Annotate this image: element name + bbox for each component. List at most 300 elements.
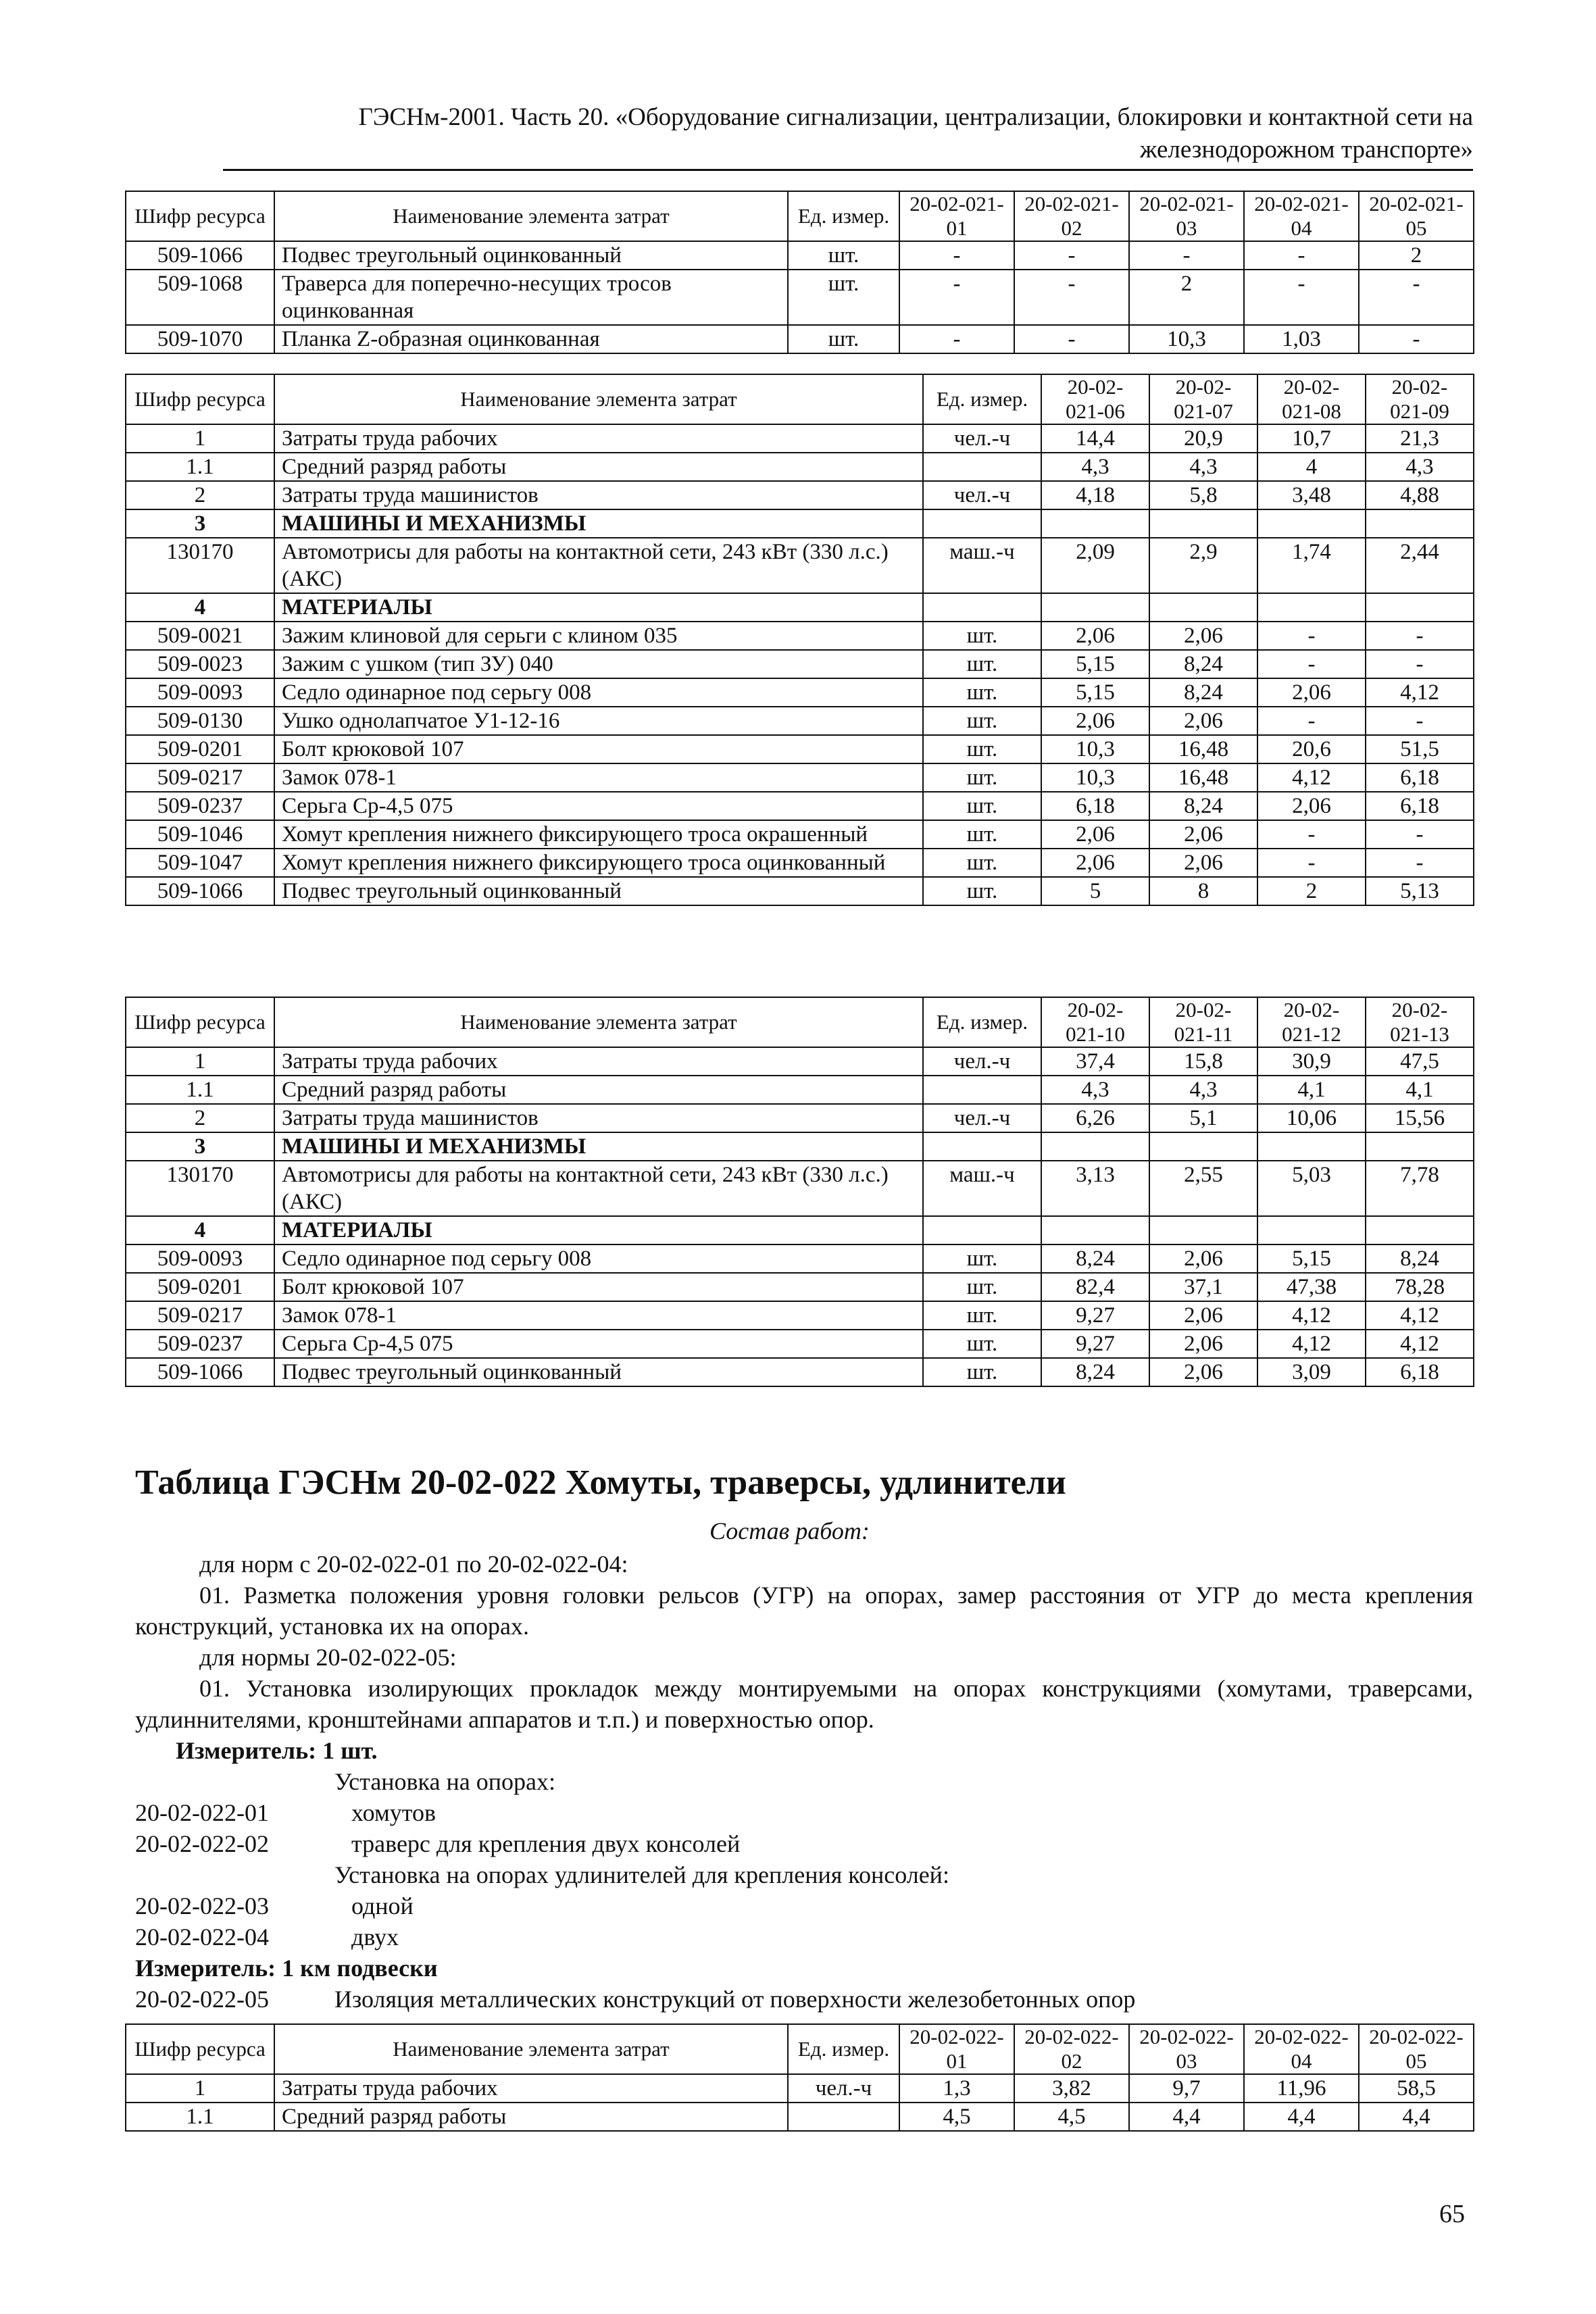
resource-unit: шт. bbox=[923, 1330, 1041, 1358]
table-row bbox=[126, 424, 1474, 453]
norm-value: 4,1 bbox=[1366, 1076, 1474, 1104]
resource-code: 509-0021 bbox=[126, 622, 274, 650]
resource-code: 1 bbox=[126, 1047, 274, 1076]
norm-value: 5,15 bbox=[1041, 678, 1149, 707]
table-row bbox=[126, 622, 1474, 650]
col-header-norm: 20-02-022-03 bbox=[1129, 2024, 1244, 2074]
resource-code: 2 bbox=[126, 1104, 274, 1132]
resource-code: 509-0237 bbox=[126, 792, 274, 820]
norm-value: 4,3 bbox=[1041, 453, 1149, 481]
norm-value: 3,13 bbox=[1041, 1161, 1149, 1216]
norm-value bbox=[1366, 1216, 1474, 1244]
resource-unit: шт. bbox=[923, 763, 1041, 792]
resource-unit bbox=[923, 1216, 1041, 1244]
running-header-line2: железнодорожном транспорте» bbox=[223, 134, 1473, 171]
table-row bbox=[126, 1047, 1474, 1076]
norm-value: - bbox=[1014, 270, 1129, 325]
norm-description: двух bbox=[351, 1923, 399, 1951]
norm-value: 4,12 bbox=[1366, 678, 1474, 707]
norm-value: 4,12 bbox=[1257, 1301, 1366, 1330]
norm-value: - bbox=[1257, 849, 1366, 877]
col-header-norm: 20-02-022-02 bbox=[1014, 2024, 1129, 2074]
resource-code: 1 bbox=[126, 2074, 274, 2103]
norm-value: 14,4 bbox=[1041, 424, 1149, 453]
resource-unit: шт. bbox=[923, 735, 1041, 763]
norm-value: 2,9 bbox=[1149, 538, 1257, 593]
resource-unit: шт. bbox=[923, 650, 1041, 678]
col-header-name: Наименование элемента затрат bbox=[274, 997, 923, 1047]
norm-value: 8,24 bbox=[1149, 678, 1257, 707]
norm-value: 8,24 bbox=[1366, 1244, 1474, 1273]
col-header-norm: 20-02-021-09 bbox=[1366, 374, 1474, 424]
resource-name: Затраты труда рабочих bbox=[274, 424, 923, 453]
col-header-norm: 20-02-021-02 bbox=[1014, 191, 1129, 241]
norm-value: - bbox=[1359, 270, 1474, 325]
norm-value: 5,15 bbox=[1257, 1244, 1366, 1273]
norm-value: 3,82 bbox=[1014, 2074, 1129, 2103]
resource-name: Затраты труда рабочих bbox=[274, 1047, 923, 1076]
resource-code: 509-0093 bbox=[126, 678, 274, 707]
norm-value: 2,06 bbox=[1149, 1358, 1257, 1386]
resource-name: МАШИНЫ И МЕХАНИЗМЫ bbox=[274, 509, 923, 538]
norm-value: 6,18 bbox=[1366, 1358, 1474, 1386]
resource-unit: шт. bbox=[788, 241, 899, 270]
norm-value: 20,9 bbox=[1149, 424, 1257, 453]
table-row bbox=[126, 1161, 1474, 1216]
resource-name: Болт крюковой 107 bbox=[274, 735, 923, 763]
resource-name: Средний разряд работы bbox=[274, 2103, 788, 2131]
resource-unit: шт. bbox=[923, 1244, 1041, 1273]
norm-value bbox=[1041, 509, 1149, 538]
norm-value: 10,3 bbox=[1041, 763, 1149, 792]
col-header-unit: Ед. измер. bbox=[923, 997, 1041, 1047]
norm-value: 7,78 bbox=[1366, 1161, 1474, 1216]
table-row bbox=[126, 678, 1474, 707]
running-header bbox=[223, 101, 1473, 171]
table-row bbox=[126, 877, 1474, 905]
col-header-norm: 20-02-021-03 bbox=[1129, 191, 1244, 241]
resource-name: Замок 078-1 bbox=[274, 1301, 923, 1330]
norm-value: 8,24 bbox=[1041, 1358, 1149, 1386]
norm-value: 21,3 bbox=[1366, 424, 1474, 453]
table-header-row bbox=[126, 2024, 1474, 2074]
norm-value: 2,06 bbox=[1149, 1330, 1257, 1358]
norm-value: 9,27 bbox=[1041, 1301, 1149, 1330]
norm-value bbox=[1149, 593, 1257, 622]
norm-value: 37,4 bbox=[1041, 1047, 1149, 1076]
norm-value: 30,9 bbox=[1257, 1047, 1366, 1076]
norm-value: - bbox=[1366, 650, 1474, 678]
norm-value: 4,3 bbox=[1041, 1076, 1149, 1104]
norms1-intro: для норм с 20-02-022-01 по 20-02-022-04: bbox=[199, 1551, 628, 1578]
table-row bbox=[126, 707, 1474, 735]
resource-unit: шт. bbox=[923, 1273, 1041, 1301]
col-header-norm: 20-02-021-12 bbox=[1257, 997, 1366, 1047]
resource-name: Хомут крепления нижнего фиксирующего троса окрашенный bbox=[274, 820, 923, 849]
table-row bbox=[126, 1358, 1474, 1386]
norm-value: 10,7 bbox=[1257, 424, 1366, 453]
norm-value: 47,38 bbox=[1257, 1273, 1366, 1301]
table-row bbox=[126, 1076, 1474, 1104]
resource-unit: шт. bbox=[923, 707, 1041, 735]
norm-value: 15,56 bbox=[1366, 1104, 1474, 1132]
resource-code: 1.1 bbox=[126, 1076, 274, 1104]
resource-name: Затраты труда машинистов bbox=[274, 481, 923, 509]
resource-code: 509-0217 bbox=[126, 1301, 274, 1330]
norm-code: 20-02-022-04 bbox=[135, 1923, 269, 1951]
norm-value: - bbox=[1244, 270, 1359, 325]
resource-name: Ушко однолапчатое У1-12-16 bbox=[274, 707, 923, 735]
norm-value: - bbox=[1366, 622, 1474, 650]
norm-value: 2,06 bbox=[1041, 707, 1149, 735]
col-header-code: Шифр ресурса bbox=[126, 997, 274, 1047]
resource-code: 1 bbox=[126, 424, 274, 453]
resource-code: 509-0237 bbox=[126, 1330, 274, 1358]
norms2-text: 01. Установка изолирующих прокладок между монтируемыми на опорах конструкциями (хомутами, траверсами, удлиннителями, кронштейнами аппаратов и т.п.) и поверхностью опор. bbox=[135, 1675, 1473, 1733]
resource-name: Болт крюковой 107 bbox=[274, 1273, 923, 1301]
norm-value bbox=[1041, 1216, 1149, 1244]
resource-code: 509-0093 bbox=[126, 1244, 274, 1273]
norm-value: 1,74 bbox=[1257, 538, 1366, 593]
resource-code: 509-1066 bbox=[126, 241, 274, 270]
norm-value: 2,06 bbox=[1149, 707, 1257, 735]
norm-value: 6,18 bbox=[1041, 792, 1149, 820]
table-row bbox=[126, 241, 1474, 270]
norm-value: 5,15 bbox=[1041, 650, 1149, 678]
resource-code: 509-1046 bbox=[126, 820, 274, 849]
norm-value: 51,5 bbox=[1366, 735, 1474, 763]
norm-value: - bbox=[1257, 820, 1366, 849]
resource-code: 2 bbox=[126, 481, 274, 509]
resource-unit bbox=[923, 1132, 1041, 1161]
resource-name: Планка Z-образная оцинкованная bbox=[274, 325, 788, 353]
resource-name: Затраты труда рабочих bbox=[274, 2074, 788, 2103]
norm-value: 2,06 bbox=[1149, 1244, 1257, 1273]
resource-name: Седло одинарное под серьгу 008 bbox=[274, 1244, 923, 1273]
resource-unit: шт. bbox=[923, 849, 1041, 877]
table-row bbox=[126, 2103, 1474, 2131]
norm-value: - bbox=[1257, 650, 1366, 678]
resource-name: МАТЕРИАЛЫ bbox=[274, 593, 923, 622]
norm-value: 5,1 bbox=[1149, 1104, 1257, 1132]
resource-unit: чел.-ч bbox=[923, 424, 1041, 453]
norm-value: 8,24 bbox=[1149, 792, 1257, 820]
resource-name: МАТЕРИАЛЫ bbox=[274, 1216, 923, 1244]
norm-value: 2 bbox=[1257, 877, 1366, 905]
resource-unit: маш.-ч bbox=[923, 1161, 1041, 1216]
resource-unit: шт. bbox=[923, 877, 1041, 905]
norm-value: 4,3 bbox=[1366, 453, 1474, 481]
resource-unit: шт. bbox=[923, 622, 1041, 650]
resource-code: 1.1 bbox=[126, 453, 274, 481]
norm-value: 4,88 bbox=[1366, 481, 1474, 509]
norm-description: траверс для крепления двух консолей bbox=[351, 1830, 741, 1857]
running-header-line1: ГЭСНм-2001. Часть 20. «Оборудование сигнализации, централизации, блокировки и контактной сети на bbox=[358, 103, 1473, 131]
norm-value: 6,18 bbox=[1366, 792, 1474, 820]
norm-value: 4,5 bbox=[1014, 2103, 1129, 2131]
col-header-name: Наименование элемента затрат bbox=[274, 374, 923, 424]
col-header-name: Наименование элемента затрат bbox=[274, 2024, 788, 2074]
norm-code: 20-02-022-05 bbox=[135, 1986, 269, 2013]
resource-name: Хомут крепления нижнего фиксирующего троса оцинкованный bbox=[274, 849, 923, 877]
norm-value bbox=[1257, 593, 1366, 622]
resource-table-4 bbox=[125, 2023, 1474, 2132]
norm-value bbox=[1149, 509, 1257, 538]
norm-value: 4,4 bbox=[1359, 2103, 1474, 2131]
norm-value: 4,4 bbox=[1244, 2103, 1359, 2131]
resource-unit bbox=[923, 453, 1041, 481]
norm-value: 5 bbox=[1041, 877, 1149, 905]
table-row bbox=[126, 735, 1474, 763]
norm-description: одной bbox=[351, 1892, 414, 1919]
norm-value: 78,28 bbox=[1366, 1273, 1474, 1301]
table-row bbox=[126, 1132, 1474, 1161]
table-row bbox=[126, 1216, 1474, 1244]
col-header-norm: 20-02-021-05 bbox=[1359, 191, 1474, 241]
resource-unit bbox=[923, 593, 1041, 622]
norm-value: 10,06 bbox=[1257, 1104, 1366, 1132]
resource-unit: чел.-ч bbox=[923, 1104, 1041, 1132]
resource-name: Автомотрисы для работы на контактной сети, 243 кВт (330 л.с.) (АКС) bbox=[274, 538, 923, 593]
norm-value: 2,55 bbox=[1149, 1161, 1257, 1216]
norm-value: 8 bbox=[1149, 877, 1257, 905]
norm-value: 4,12 bbox=[1366, 1330, 1474, 1358]
resource-unit: шт. bbox=[923, 1301, 1041, 1330]
col-header-code: Шифр ресурса bbox=[126, 191, 274, 241]
resource-name: Седло одинарное под серьгу 008 bbox=[274, 678, 923, 707]
col-header-norm: 20-02-021-01 bbox=[899, 191, 1014, 241]
resource-unit bbox=[788, 2103, 899, 2131]
resource-code: 4 bbox=[126, 593, 274, 622]
resource-code: 509-0201 bbox=[126, 1273, 274, 1301]
meter-2: Измеритель: 1 км подвески bbox=[135, 1955, 438, 1982]
norm-value: 3,48 bbox=[1257, 481, 1366, 509]
resource-unit: шт. bbox=[788, 270, 899, 325]
norm-value: 2,06 bbox=[1041, 622, 1149, 650]
resource-code: 130170 bbox=[126, 538, 274, 593]
col-header-norm: 20-02-021-04 bbox=[1244, 191, 1359, 241]
norm-value: - bbox=[1014, 325, 1129, 353]
table-row bbox=[126, 1244, 1474, 1273]
resource-code: 509-1066 bbox=[126, 877, 274, 905]
col-header-norm: 20-02-022-01 bbox=[899, 2024, 1014, 2074]
norm-value: 4,12 bbox=[1366, 1301, 1474, 1330]
table-row bbox=[126, 509, 1474, 538]
norm-value: 82,4 bbox=[1041, 1273, 1149, 1301]
resource-name: Средний разряд работы bbox=[274, 1076, 923, 1104]
norm-value: - bbox=[1366, 707, 1474, 735]
col-header-norm: 20-02-021-11 bbox=[1149, 997, 1257, 1047]
norm-value bbox=[1366, 509, 1474, 538]
resource-code: 509-1047 bbox=[126, 849, 274, 877]
norm-value: 15,8 bbox=[1149, 1047, 1257, 1076]
norm-value bbox=[1366, 593, 1474, 622]
norm-value: 10,3 bbox=[1041, 735, 1149, 763]
resource-name: Серьга Ср-4,5 075 bbox=[274, 792, 923, 820]
resource-name: Замок 078-1 bbox=[274, 763, 923, 792]
resource-code: 3 bbox=[126, 509, 274, 538]
norm-value: 2,06 bbox=[1149, 820, 1257, 849]
resource-code: 130170 bbox=[126, 1161, 274, 1216]
norm-value: 4,12 bbox=[1257, 1330, 1366, 1358]
resource-unit: чел.-ч bbox=[923, 481, 1041, 509]
section-subtitle: Состав работ: bbox=[709, 1517, 870, 1544]
table-row bbox=[126, 538, 1474, 593]
norm-value bbox=[1257, 1132, 1366, 1161]
norm-value: 2,44 bbox=[1366, 538, 1474, 593]
col-header-norm: 20-02-021-06 bbox=[1041, 374, 1149, 424]
resource-code: 509-1066 bbox=[126, 1358, 274, 1386]
norms2-intro: для нормы 20-02-022-05: bbox=[199, 1644, 457, 1671]
heading-installation: Установка на опорах: bbox=[334, 1768, 555, 1795]
resource-code: 509-0201 bbox=[126, 735, 274, 763]
norm-value: 5,03 bbox=[1257, 1161, 1366, 1216]
norm-value: - bbox=[899, 270, 1014, 325]
norm-value: 58,5 bbox=[1359, 2074, 1474, 2103]
resource-code: 509-1068 bbox=[126, 270, 274, 325]
norm-value: 4,5 bbox=[899, 2103, 1014, 2131]
norm-value: 6,18 bbox=[1366, 763, 1474, 792]
norm-code: 20-02-022-03 bbox=[135, 1892, 269, 1919]
table-row bbox=[126, 763, 1474, 792]
resource-name: Серьга Ср-4,5 075 bbox=[274, 1330, 923, 1358]
resource-unit: маш.-ч bbox=[923, 538, 1041, 593]
col-header-norm: 20-02-022-04 bbox=[1244, 2024, 1359, 2074]
norm-value: 2,06 bbox=[1257, 678, 1366, 707]
norm-value bbox=[1041, 1132, 1149, 1161]
resource-name: Затраты труда машинистов bbox=[274, 1104, 923, 1132]
norm-value: 4,4 bbox=[1129, 2103, 1244, 2131]
table-row bbox=[126, 1301, 1474, 1330]
meter-1: Измеритель: 1 шт. bbox=[176, 1737, 378, 1764]
resource-code: 509-0217 bbox=[126, 763, 274, 792]
norm-value: 4 bbox=[1257, 453, 1366, 481]
resource-unit: чел.-ч bbox=[788, 2074, 899, 2103]
resource-code: 1.1 bbox=[126, 2103, 274, 2131]
resource-name: Траверса для поперечно-несущих тросов оцинкованная bbox=[274, 270, 788, 325]
norm-value: 11,96 bbox=[1244, 2074, 1359, 2103]
resource-name: Зажим с ушком (тип ЗУ) 040 bbox=[274, 650, 923, 678]
norm-value bbox=[1149, 1216, 1257, 1244]
table-row bbox=[126, 1104, 1474, 1132]
col-header-unit: Ед. измер. bbox=[923, 374, 1041, 424]
norm-value: 3,09 bbox=[1257, 1358, 1366, 1386]
table-row bbox=[126, 1330, 1474, 1358]
resource-unit: шт. bbox=[923, 1358, 1041, 1386]
col-header-name: Наименование элемента затрат bbox=[274, 191, 788, 241]
table-header-row bbox=[126, 374, 1474, 424]
col-header-code: Шифр ресурса bbox=[126, 374, 274, 424]
resource-code: 509-0130 bbox=[126, 707, 274, 735]
table-header-row bbox=[126, 191, 1474, 241]
norm-value: - bbox=[1244, 241, 1359, 270]
col-header-norm: 20-02-021-08 bbox=[1257, 374, 1366, 424]
norm-value: 2,06 bbox=[1149, 1301, 1257, 1330]
resource-name: Автомотрисы для работы на контактной сети, 243 кВт (330 л.с.) (АКС) bbox=[274, 1161, 923, 1216]
heading-extenders: Установка на опорах удлинителей для крепления консолей: bbox=[334, 1861, 949, 1888]
col-header-norm: 20-02-021-07 bbox=[1149, 374, 1257, 424]
norm-value: 2,06 bbox=[1149, 622, 1257, 650]
resource-name: Подвес треугольный оцинкованный bbox=[274, 1358, 923, 1386]
norm-value bbox=[1257, 509, 1366, 538]
norm-value: 9,7 bbox=[1129, 2074, 1244, 2103]
norm-value: - bbox=[1257, 707, 1366, 735]
resource-table-2 bbox=[125, 374, 1474, 906]
resource-code: 509-1070 bbox=[126, 325, 274, 353]
norm-value: 2 bbox=[1129, 270, 1244, 325]
norm-value: 8,24 bbox=[1149, 650, 1257, 678]
table-row bbox=[126, 650, 1474, 678]
norm-value: - bbox=[899, 241, 1014, 270]
norm-value: - bbox=[899, 325, 1014, 353]
resource-table-3 bbox=[125, 997, 1474, 1387]
norm-value: - bbox=[1359, 325, 1474, 353]
norm-value: 4,12 bbox=[1257, 763, 1366, 792]
table-header-row bbox=[126, 997, 1474, 1047]
norm-value: 1,03 bbox=[1244, 325, 1359, 353]
resource-code: 4 bbox=[126, 1216, 274, 1244]
norm-value: 8,24 bbox=[1041, 1244, 1149, 1273]
resource-code: 509-0023 bbox=[126, 650, 274, 678]
norm-value: 9,27 bbox=[1041, 1330, 1149, 1358]
resource-unit: чел.-ч bbox=[923, 1047, 1041, 1076]
norm-value: 2,09 bbox=[1041, 538, 1149, 593]
norm-value: - bbox=[1366, 820, 1474, 849]
norm-value bbox=[1041, 593, 1149, 622]
col-header-norm: 20-02-021-10 bbox=[1041, 997, 1149, 1047]
norm-value: - bbox=[1257, 622, 1366, 650]
norm-value: 2,06 bbox=[1041, 820, 1149, 849]
norm-value: 4,3 bbox=[1149, 1076, 1257, 1104]
norm-value: 16,48 bbox=[1149, 763, 1257, 792]
table-row bbox=[126, 481, 1474, 509]
page-number: 65 bbox=[1439, 2200, 1465, 2228]
table-row bbox=[126, 270, 1474, 325]
table-row bbox=[126, 593, 1474, 622]
table-row bbox=[126, 2074, 1474, 2103]
norm-value: 37,1 bbox=[1149, 1273, 1257, 1301]
norm-code: 20-02-022-01 bbox=[135, 1799, 269, 1826]
resource-name: Средний разряд работы bbox=[274, 453, 923, 481]
norm-value: 6,26 bbox=[1041, 1104, 1149, 1132]
resource-unit: шт. bbox=[923, 820, 1041, 849]
norm-value: 5,8 bbox=[1149, 481, 1257, 509]
resource-unit: шт. bbox=[923, 678, 1041, 707]
resource-table-1 bbox=[125, 191, 1474, 354]
resource-unit: шт. bbox=[788, 325, 899, 353]
norm-value: 2 bbox=[1359, 241, 1474, 270]
col-header-unit: Ед. измер. bbox=[788, 2024, 899, 2074]
col-header-norm: 20-02-021-13 bbox=[1366, 997, 1474, 1047]
resource-name: Зажим клиновой для серьги с клином 035 bbox=[274, 622, 923, 650]
norms1-text: 01. Разметка положения уровня головки рельсов (УГР) на опорах, замер расстояния от УГР до места крепления конструкций, установка их на опорах. bbox=[135, 1582, 1473, 1640]
resource-name: Подвес треугольный оцинкованный bbox=[274, 241, 788, 270]
table-row bbox=[126, 325, 1474, 353]
resource-unit bbox=[923, 509, 1041, 538]
table-row bbox=[126, 453, 1474, 481]
table-row bbox=[126, 792, 1474, 820]
norm-value: 4,3 bbox=[1149, 453, 1257, 481]
norm-value: 1,3 bbox=[899, 2074, 1014, 2103]
resource-unit: шт. bbox=[923, 792, 1041, 820]
norm-value bbox=[1257, 1216, 1366, 1244]
norm-value bbox=[1366, 1132, 1474, 1161]
resource-code: 3 bbox=[126, 1132, 274, 1161]
norm-value bbox=[1149, 1132, 1257, 1161]
col-header-norm: 20-02-022-05 bbox=[1359, 2024, 1474, 2074]
norm-description: Изоляция металлических конструкций от поверхности железобетонных опор bbox=[334, 1986, 1136, 2013]
resource-name: МАШИНЫ И МЕХАНИЗМЫ bbox=[274, 1132, 923, 1161]
